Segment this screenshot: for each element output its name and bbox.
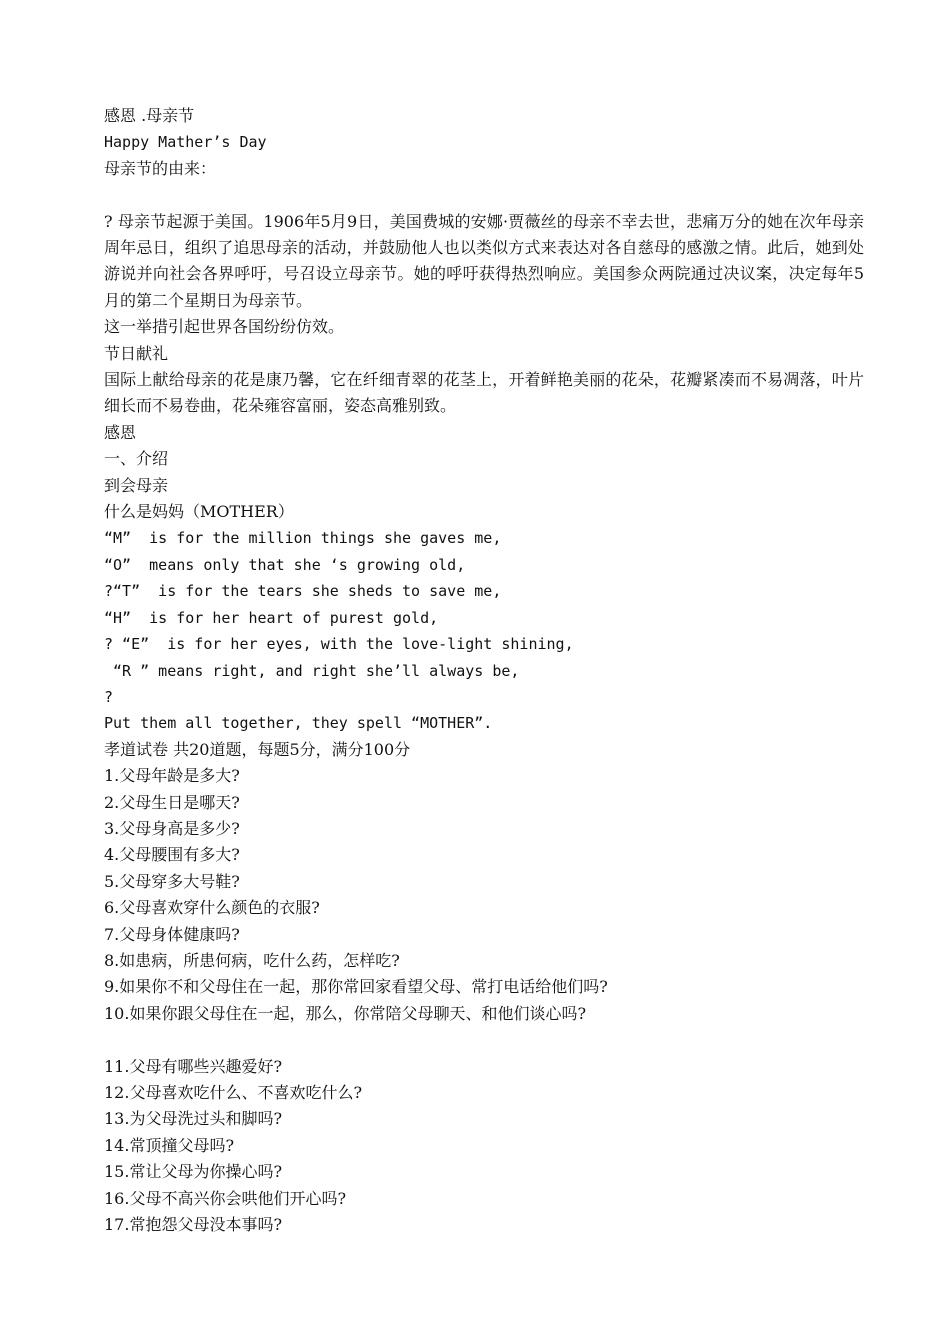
question-item: 17.常抱怨父母没本事吗? [104,1215,283,1235]
poem-line: “R ” means right, and right she’ll always be, [104,661,520,680]
gift-heading: 节日献礼 [104,343,169,363]
question-list [104,1054,864,1239]
question-list [104,763,864,1027]
origin-paragraph: ? 母亲节起源于美国。1906年5月9日，美国费城的安娜·贾薇丝的母亲不幸去世，悲痛万分的她在次年母亲周年忌日，组织了追思母亲的活动，并鼓励他人也以类似方式来表达对各自慈母的感激之情。此后，她到处游说并向社会各界呼吁，号召设立母亲节。她的呼吁获得热烈响应。美国参众两院通过决议案，决定每年5月的第二个星期日为母亲节。 [104,211,864,310]
poem-line: ? [104,687,114,706]
question-item: 4.父母腰围有多大? [104,845,240,865]
origin-heading: 母亲节的由来： [104,158,217,178]
blank-line [104,182,864,208]
doc-title: 感恩 .母亲节 [104,106,195,125]
meet-mother: 到会母亲 [104,475,169,495]
poem-line: ? “E” is for her eyes, with the love-light shining, [104,635,574,654]
question-item: 13.为父母洗过头和脚吗? [104,1109,283,1129]
intro-heading: 一、介绍 [104,449,169,469]
blank-line [104,1027,864,1053]
poem-line: ?“T” is for the tears she sheds to save me, [104,582,502,601]
poem [104,525,864,736]
question-item: 10.如果你跟父母住在一起，那么，你常陪父母聊天、和他们谈心吗? [104,1003,587,1023]
question-item: 9.如果你不和父母住在一起，那你常回家看望父母、常打电话给他们吗? [104,977,608,997]
question-item: 3.父母身高是多少? [104,818,240,838]
poem-line: “H” is for her heart of purest gold, [104,608,439,627]
question-item: 14.常顶撞父母吗? [104,1135,235,1155]
doc-subtitle: Happy Mather’s Day [104,133,267,152]
question-item: 8.如患病，所患何病，吃什么药，怎样吃? [104,950,400,970]
poem-line: “M” is for the million things she gaves me, [104,529,502,548]
question-item: 5.父母穿多大号鞋? [104,871,240,891]
question-item: 7.父母身体健康吗? [104,924,240,944]
origin-follow: 这一举措引起世界各国纷纷仿效。 [104,317,345,337]
question-item: 1.父母年龄是多大? [104,766,240,786]
gift-paragraph: 国际上献给母亲的花是康乃馨，它在纤细青翠的花茎上，开着鲜艳美丽的花朵，花瓣紧凑而不易凋落，叶片细长而不易卷曲，花朵雍容富丽，姿态高雅别致。 [104,370,864,416]
question-item: 12.父母喜欢吃什么、不喜欢吃什么? [104,1083,363,1102]
quiz-title: 孝道试卷 共20道题，每题5分，满分100分 [104,739,411,759]
question-item: 11.父母有哪些兴趣爱好? [104,1056,283,1076]
poem-line: Put them all together, they spell “MOTHER”. [104,714,493,733]
question-item: 16.父母不高兴你会哄他们开心吗? [104,1188,347,1208]
gratitude-heading: 感恩 [104,422,137,442]
poem-line: “O” means only that she ‘s growing old, [104,555,466,574]
question-item: 6.父母喜欢穿什么颜色的衣服? [104,898,320,918]
question-item: 15.常让父母为你操心吗? [104,1162,283,1182]
document-page [104,103,864,1238]
question-item: 2.父母生日是哪天? [104,792,240,812]
what-is-mom: 什么是妈妈（MOTHER） [104,502,294,522]
